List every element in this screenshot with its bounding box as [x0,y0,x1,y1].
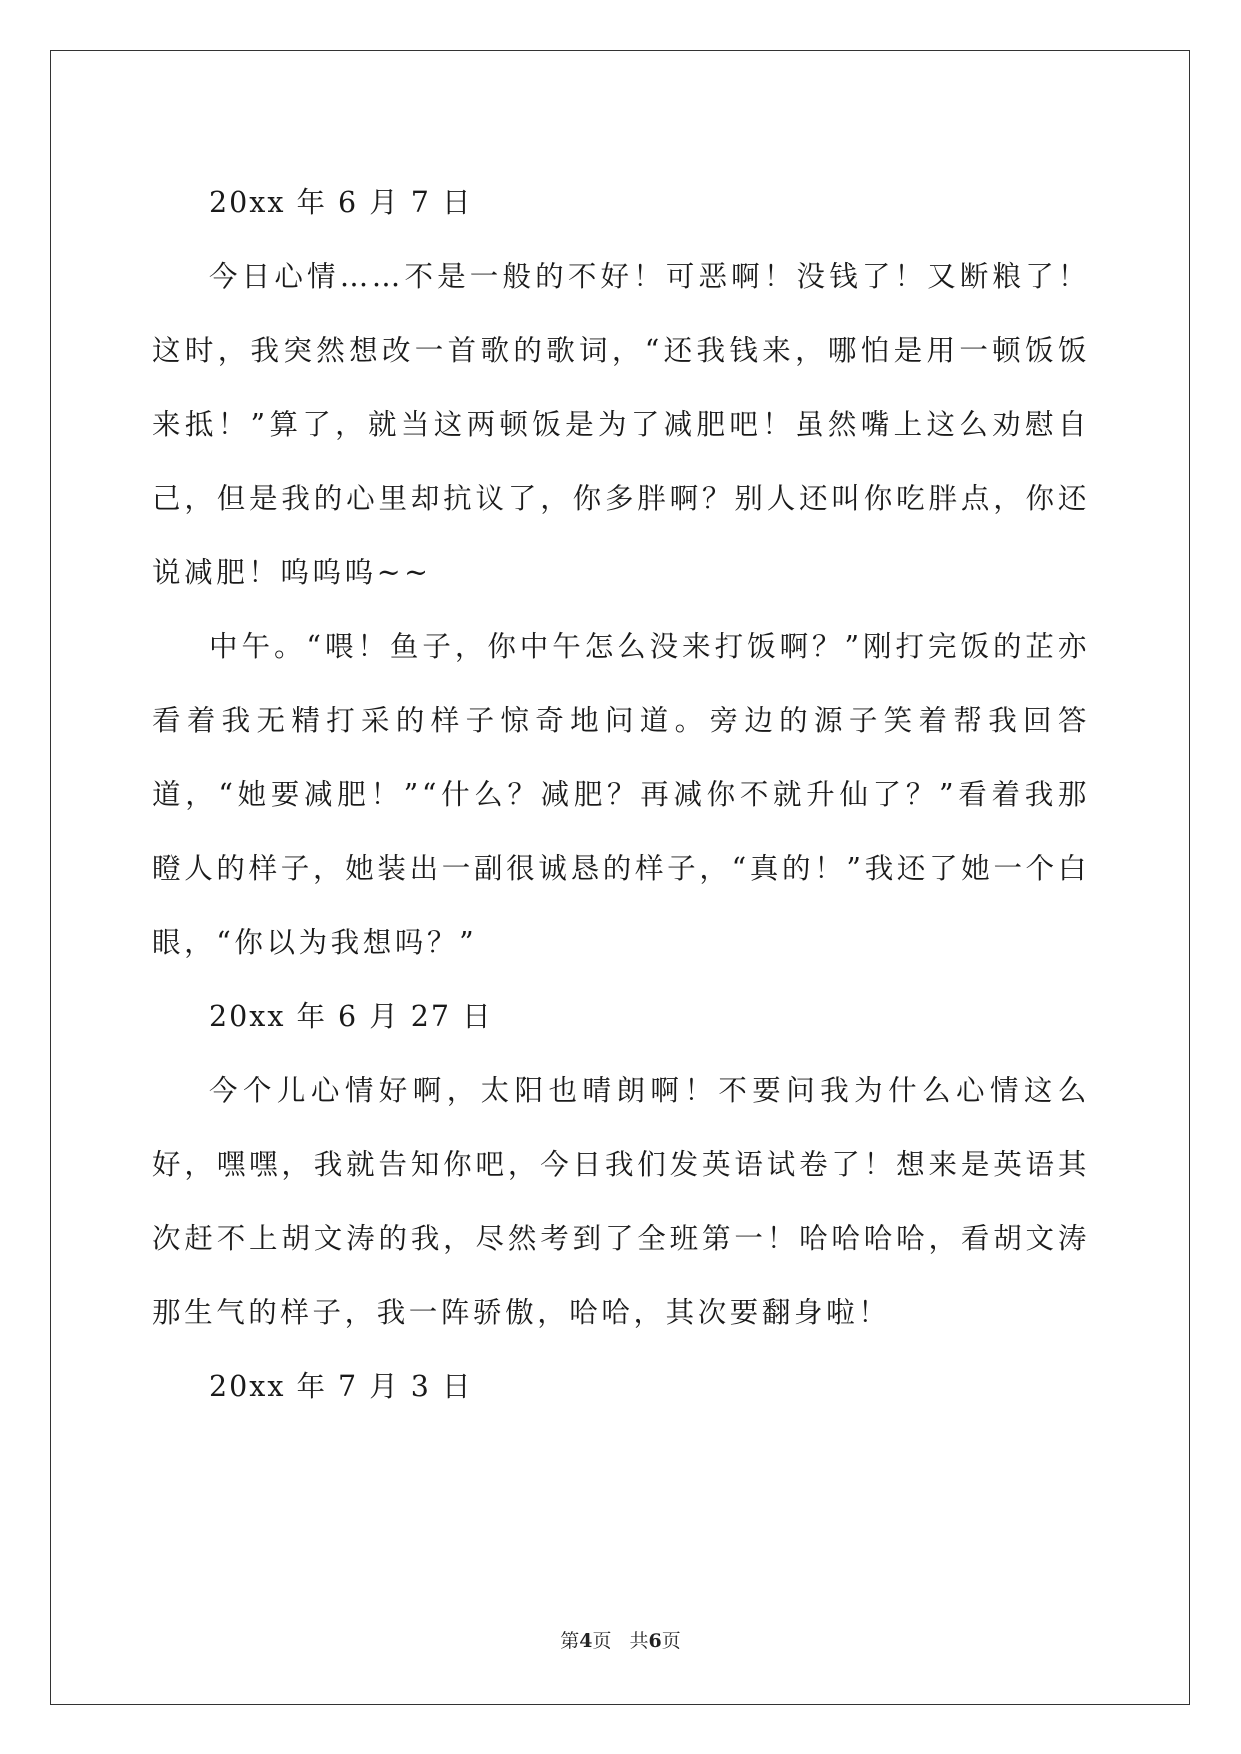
total-prefix: 共 [629,1630,649,1652]
page-suffix: 页 [592,1630,612,1652]
entry-date: 20xx 年 6 月 27 日 [209,1000,493,1033]
entry-date: 20xx 年 7 月 3 日 [209,1370,473,1403]
entry-paragraph: 今日心情……不是一般的不好！可恶啊！没钱了！又断粮了！这时，我突然想改一首歌的歌词，“还我钱来，哪怕是用一顿饭饭来抵！”算了，就当这两顿饭是为了减肥吧！虽然嘴上这么劝慰自己，但是我的心里却抗议了，你多胖啊？别人还叫你吃胖点，你还说减肥！呜呜呜~~ [152,260,1090,589]
page-current: 4 [579,1630,593,1652]
entry-date: 20xx 年 6 月 7 日 [209,186,473,219]
entry-paragraph: 今个儿心情好啊，太阳也晴朗啊！不要问我为什么心情这么好，嘿嘿，我就告知你吧，今日我们发英语试卷了！想来是英语其次赶不上胡文涛的我，尽然考到了全班第一！哈哈哈哈，看胡文涛那生气的样子，我一阵骄傲，哈哈，其次要翻身啦！ [152,1074,1090,1329]
document-body [152,166,1090,1424]
page-total: 6 [648,1630,662,1652]
page-footer [0,1626,1241,1653]
entry-paragraph: 中午。“喂！鱼子，你中午怎么没来打饭啊？”刚打完饭的芷亦看着我无精打采的样子惊奇地问道。旁边的源子笑着帮我回答道，“她要减肥！”“什么？减肥？再减你不就升仙了？”看着我那瞪人的样子，她装出一副很诚恳的样子，“真的！”我还了她一个白眼，“你以为我想吗？” [152,630,1090,959]
page-prefix: 第 [560,1630,580,1652]
total-suffix: 页 [661,1630,681,1652]
